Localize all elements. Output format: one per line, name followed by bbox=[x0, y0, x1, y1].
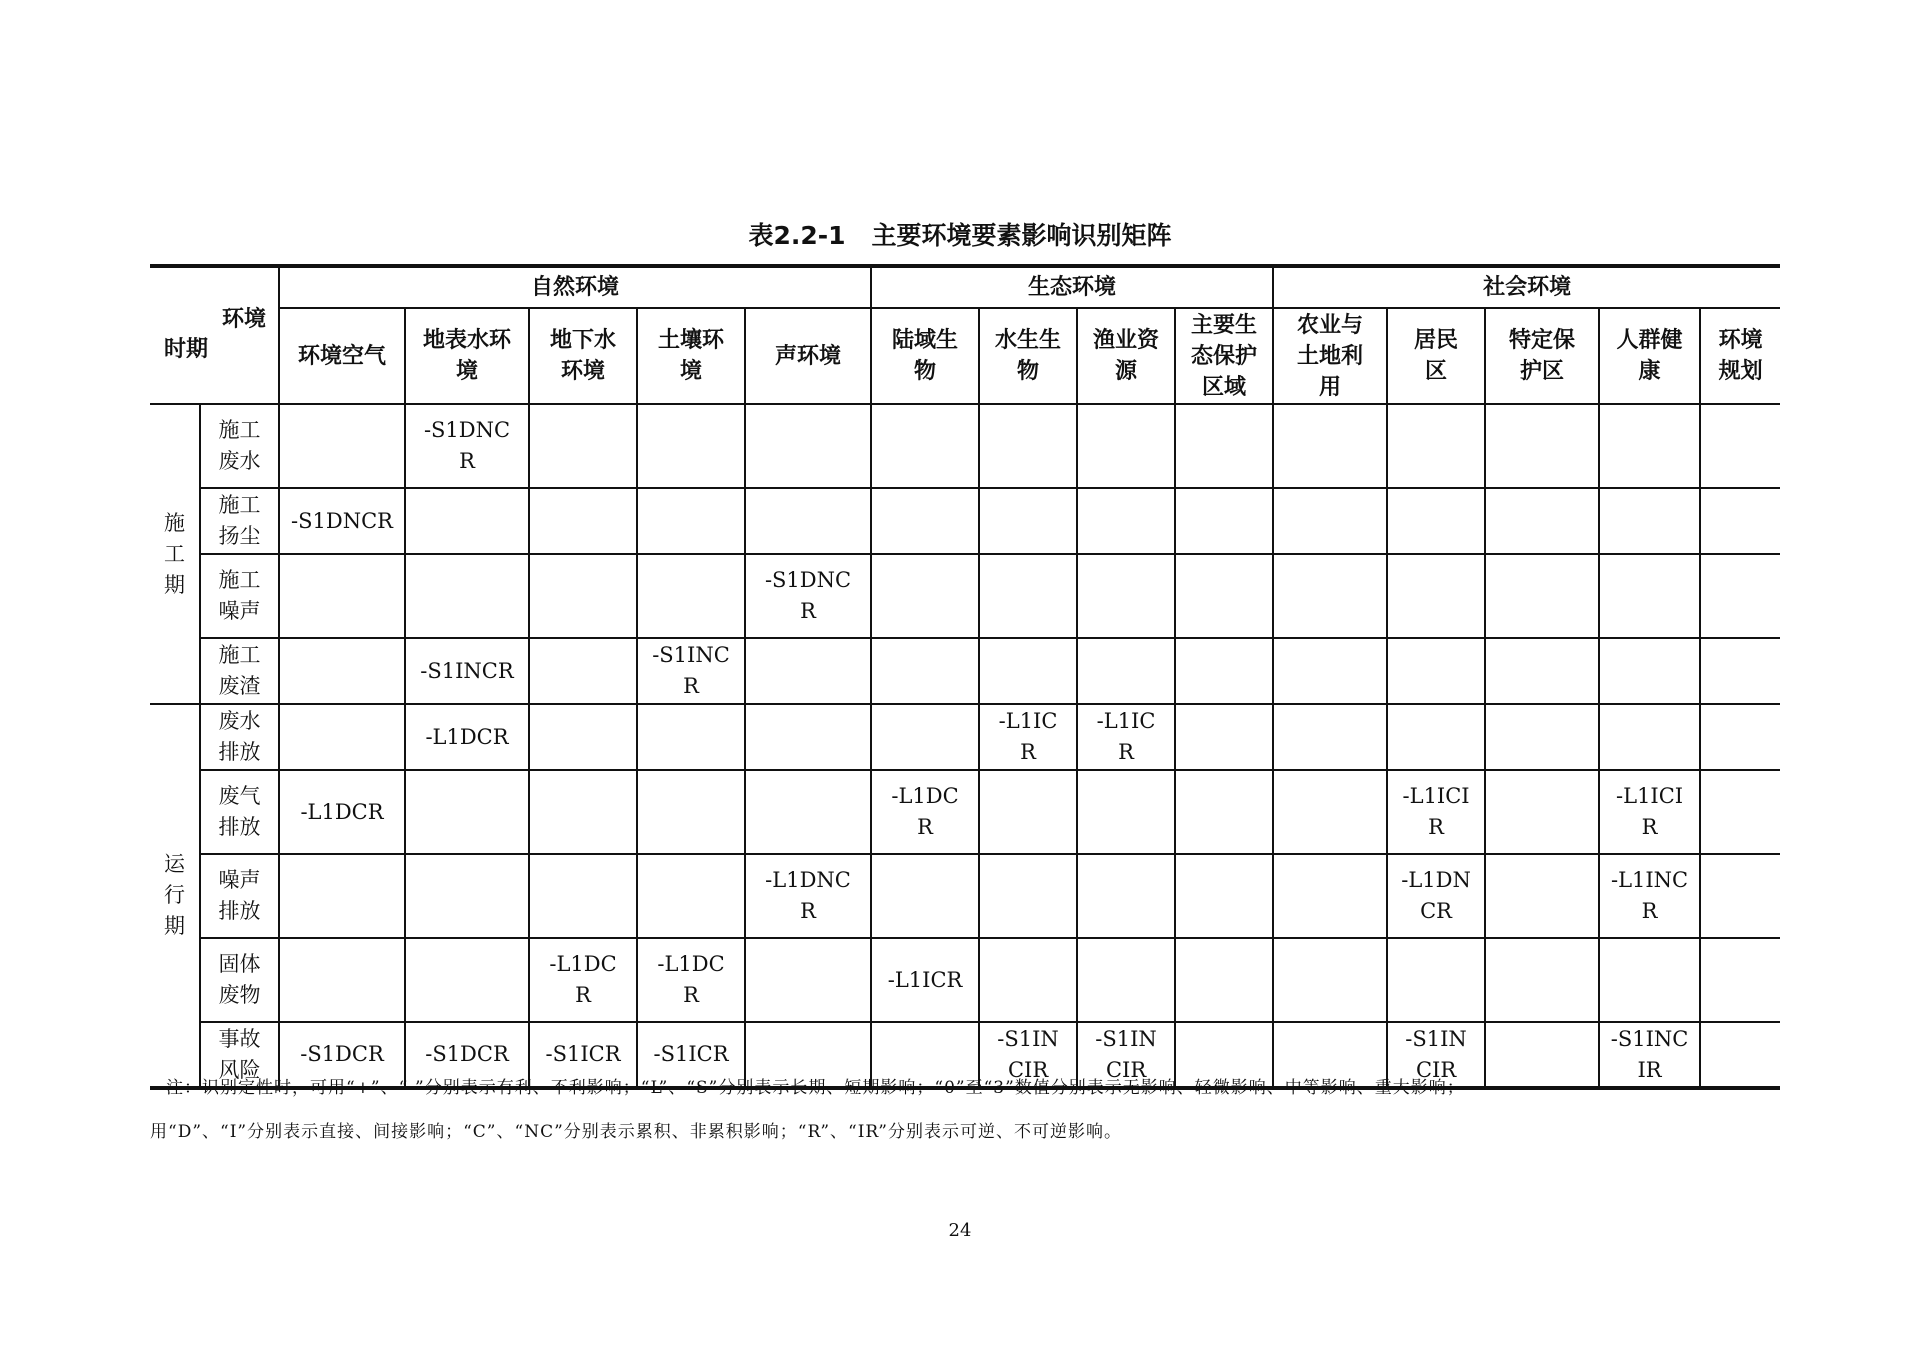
matrix-cell bbox=[529, 770, 637, 854]
column-header bbox=[405, 308, 529, 404]
text-line: R bbox=[800, 899, 816, 923]
text-line: 废渣 bbox=[218, 674, 261, 698]
matrix-cell bbox=[1599, 488, 1700, 554]
matrix-cell bbox=[1485, 488, 1599, 554]
column-header bbox=[1700, 308, 1780, 404]
text-line: 农业与 bbox=[1297, 312, 1364, 338]
matrix-cell bbox=[1700, 488, 1780, 554]
matrix-cell bbox=[1175, 938, 1273, 1022]
matrix-cell bbox=[1700, 938, 1780, 1022]
matrix-cell bbox=[1700, 770, 1780, 854]
matrix-cell bbox=[529, 554, 637, 638]
text-line: 废水 bbox=[218, 449, 261, 473]
matrix-cell bbox=[1273, 770, 1387, 854]
matrix-cell bbox=[279, 488, 405, 554]
text-line: 施工 bbox=[218, 418, 261, 442]
text-line: R bbox=[1118, 740, 1134, 764]
table-title bbox=[0, 216, 1920, 252]
text-line: R bbox=[1428, 815, 1444, 839]
matrix-cell bbox=[745, 488, 871, 554]
text-line: CR bbox=[1420, 899, 1452, 923]
text-line: 境 bbox=[679, 359, 702, 384]
text-line: 废水 bbox=[218, 709, 261, 733]
matrix-cell bbox=[637, 404, 745, 488]
matrix-cell bbox=[1077, 704, 1175, 770]
matrix-cell bbox=[1273, 488, 1387, 554]
matrix-cell bbox=[1599, 704, 1700, 770]
matrix-cell bbox=[529, 404, 637, 488]
text-line: -S1DCR bbox=[425, 1042, 509, 1066]
text-line: 排放 bbox=[218, 815, 261, 839]
text-line: -L1DNC bbox=[765, 868, 851, 892]
matrix-cell bbox=[979, 938, 1077, 1022]
column-header bbox=[871, 308, 979, 404]
matrix-cell bbox=[1599, 554, 1700, 638]
text-line: 施 bbox=[164, 510, 185, 535]
matrix-cell bbox=[1700, 854, 1780, 938]
column-header bbox=[1387, 308, 1485, 404]
text-line: R bbox=[683, 983, 699, 1007]
text-line: 声环境 bbox=[775, 343, 842, 369]
table-row bbox=[150, 554, 1780, 638]
matrix-cell bbox=[1077, 938, 1175, 1022]
matrix-cell bbox=[1077, 638, 1175, 704]
table-row bbox=[150, 404, 1780, 488]
text-line: -L1IC bbox=[998, 709, 1058, 733]
matrix-cell bbox=[745, 554, 871, 638]
matrix-cell bbox=[1273, 554, 1387, 638]
matrix-cell bbox=[871, 770, 979, 854]
column-header bbox=[1599, 308, 1700, 404]
matrix-cell bbox=[279, 938, 405, 1022]
text-line: -S1IN bbox=[1405, 1026, 1467, 1051]
matrix-cell bbox=[1175, 770, 1273, 854]
column-header bbox=[529, 308, 637, 404]
matrix-cell bbox=[1273, 938, 1387, 1022]
table-row bbox=[150, 488, 1780, 554]
text-line: 扬尘 bbox=[218, 524, 261, 548]
table-note bbox=[150, 1066, 1766, 1154]
matrix-cell bbox=[1485, 404, 1599, 488]
matrix-cell bbox=[1485, 938, 1599, 1022]
text-line: 陆域生 bbox=[892, 328, 959, 353]
matrix-cell bbox=[745, 704, 871, 770]
text-line: 工 bbox=[164, 541, 185, 566]
matrix-cell bbox=[637, 554, 745, 638]
impact-source-label bbox=[200, 638, 279, 704]
matrix-cell bbox=[405, 854, 529, 938]
matrix-cell bbox=[1700, 638, 1780, 704]
table-title-text: 主要环境要素影响识别矩阵 bbox=[871, 221, 1172, 250]
matrix-cell bbox=[1175, 638, 1273, 704]
text-line: -S1DNCR bbox=[291, 508, 393, 533]
matrix-cell bbox=[1175, 404, 1273, 488]
matrix-cell bbox=[637, 854, 745, 938]
matrix-cell bbox=[279, 704, 405, 770]
text-line: 渔业资 bbox=[1093, 328, 1160, 353]
matrix-cell bbox=[1273, 638, 1387, 704]
text-line: R bbox=[1641, 815, 1658, 839]
matrix-cell bbox=[1599, 404, 1700, 488]
text-line: 物 bbox=[1017, 359, 1040, 384]
text-line: 护区 bbox=[1520, 359, 1565, 384]
matrix-cell bbox=[1485, 704, 1599, 770]
text-line: 境 bbox=[455, 359, 478, 384]
matrix-cell bbox=[745, 854, 871, 938]
matrix-cell bbox=[1077, 554, 1175, 638]
matrix-cell bbox=[529, 854, 637, 938]
table-number: 表2.2-1 bbox=[748, 221, 846, 250]
text-line: -L1ICR bbox=[887, 967, 963, 992]
text-line: -L1DC bbox=[549, 952, 617, 976]
text-line: 区 bbox=[1425, 359, 1448, 384]
text-line: -S1IN bbox=[1095, 1026, 1157, 1051]
text-line: 物 bbox=[914, 359, 937, 384]
text-line: CIR bbox=[1105, 1057, 1147, 1082]
matrix-cell bbox=[745, 638, 871, 704]
text-line: -S1INC bbox=[1610, 1026, 1689, 1051]
text-line: IR bbox=[1637, 1057, 1662, 1082]
matrix-cell bbox=[1700, 404, 1780, 488]
text-line: -S1DNC bbox=[764, 568, 852, 592]
matrix-cell bbox=[979, 488, 1077, 554]
text-line: -S1INC bbox=[652, 643, 730, 667]
impact-source-label bbox=[200, 770, 279, 854]
column-header bbox=[279, 308, 405, 404]
matrix-cell bbox=[279, 638, 405, 704]
text-line: 噪声 bbox=[218, 868, 261, 892]
text-line: 施工 bbox=[218, 568, 261, 592]
text-line: -L1DCR bbox=[425, 724, 509, 749]
matrix-cell bbox=[1273, 854, 1387, 938]
table-row bbox=[150, 704, 1780, 770]
text-line: 事故 bbox=[218, 1026, 261, 1051]
matrix-cell bbox=[637, 638, 745, 704]
matrix-cell bbox=[1175, 854, 1273, 938]
matrix-cell bbox=[979, 554, 1077, 638]
column-header bbox=[745, 308, 871, 404]
matrix-cell bbox=[979, 638, 1077, 704]
text-line: -L1DC bbox=[657, 952, 725, 976]
text-line: 人群健 bbox=[1616, 328, 1683, 353]
matrix-cell bbox=[1485, 554, 1599, 638]
text-line: -S1IN bbox=[997, 1026, 1059, 1051]
text-line: R bbox=[575, 983, 591, 1007]
text-line: 态保护 bbox=[1191, 343, 1258, 369]
text-line: -L1ICI bbox=[1616, 784, 1684, 808]
note-line-1: 注：识别定性时，可用“+”、“-”分别表示有利、不利影响；“L”、“S”分别表示长期、短期影响；“0”至“3”数值分别表示无影响、轻微影响、中等影响、重大影响； bbox=[166, 1078, 1465, 1098]
matrix-cell bbox=[1175, 488, 1273, 554]
matrix-cell bbox=[529, 938, 637, 1022]
group-ecological-environment: 生态环境 bbox=[871, 266, 1273, 308]
impact-source-label bbox=[200, 554, 279, 638]
text-line: -S1DNC bbox=[423, 418, 511, 442]
column-header bbox=[1485, 308, 1599, 404]
text-line: R bbox=[459, 449, 475, 473]
matrix-cell bbox=[1599, 938, 1700, 1022]
matrix-cell bbox=[1077, 770, 1175, 854]
matrix-cell bbox=[529, 638, 637, 704]
matrix-cell bbox=[1273, 704, 1387, 770]
text-line: 施工 bbox=[218, 643, 261, 667]
column-header bbox=[637, 308, 745, 404]
text-line: -L1INC bbox=[1610, 868, 1689, 892]
text-line: 排放 bbox=[218, 740, 261, 764]
text-line: 风险 bbox=[218, 1057, 261, 1082]
matrix-cell bbox=[637, 488, 745, 554]
matrix-cell bbox=[405, 704, 529, 770]
text-line: -S1ICR bbox=[545, 1042, 621, 1066]
matrix-cell bbox=[1700, 554, 1780, 638]
matrix-cell bbox=[405, 770, 529, 854]
page-number: 24 bbox=[948, 1220, 972, 1241]
matrix-cell bbox=[637, 704, 745, 770]
matrix-cell bbox=[1387, 938, 1485, 1022]
column-header bbox=[1273, 308, 1387, 404]
table-row bbox=[150, 638, 1780, 704]
matrix-cell bbox=[979, 854, 1077, 938]
matrix-cell bbox=[405, 488, 529, 554]
text-line: 期 bbox=[164, 572, 185, 597]
text-line: -L1DCR bbox=[300, 799, 384, 824]
text-line: 固体 bbox=[218, 952, 261, 976]
text-line: R bbox=[683, 674, 699, 698]
matrix-cell bbox=[871, 938, 979, 1022]
matrix-cell bbox=[405, 554, 529, 638]
matrix-cell bbox=[1387, 770, 1485, 854]
text-line: 排放 bbox=[218, 899, 261, 923]
text-line: 源 bbox=[1115, 359, 1138, 384]
text-line: -S1DCR bbox=[300, 1042, 384, 1066]
matrix-cell bbox=[1077, 404, 1175, 488]
matrix-cell bbox=[1599, 770, 1700, 854]
matrix-cell bbox=[1599, 638, 1700, 704]
text-line: 土壤环 bbox=[657, 328, 724, 353]
matrix-cell bbox=[405, 938, 529, 1022]
period-label bbox=[150, 704, 200, 1088]
text-line: 土地利 bbox=[1297, 343, 1364, 369]
text-line: 水生生 bbox=[995, 328, 1062, 353]
matrix-cell bbox=[1485, 854, 1599, 938]
matrix-cell bbox=[405, 404, 529, 488]
matrix-cell bbox=[1175, 554, 1273, 638]
matrix-cell bbox=[871, 554, 979, 638]
matrix-cell bbox=[1387, 488, 1485, 554]
matrix-cell bbox=[871, 638, 979, 704]
column-header bbox=[979, 308, 1077, 404]
text-line: 期 bbox=[164, 914, 185, 938]
matrix-cell bbox=[1387, 554, 1485, 638]
text-line: CIR bbox=[1415, 1057, 1457, 1082]
corner-env-label: 环境 bbox=[221, 307, 266, 332]
matrix-cell bbox=[1387, 638, 1485, 704]
matrix-cell bbox=[637, 770, 745, 854]
text-line: 废物 bbox=[218, 983, 261, 1007]
text-line: 环境 bbox=[560, 359, 605, 384]
matrix-cell bbox=[979, 704, 1077, 770]
impact-matrix-table bbox=[150, 264, 1780, 1090]
matrix-cell bbox=[1273, 404, 1387, 488]
text-line: -L1IC bbox=[1096, 709, 1156, 733]
matrix-cell bbox=[279, 554, 405, 638]
matrix-cell bbox=[1077, 854, 1175, 938]
matrix-cell bbox=[529, 488, 637, 554]
text-line: -S1INCR bbox=[420, 658, 514, 683]
matrix-cell bbox=[871, 488, 979, 554]
text-line: 康 bbox=[1638, 359, 1661, 384]
text-line: CIR bbox=[1007, 1057, 1049, 1082]
text-line: -L1DC bbox=[891, 784, 959, 808]
text-line: R bbox=[1641, 899, 1658, 923]
text-line: 施工 bbox=[218, 493, 261, 517]
table-row bbox=[150, 854, 1780, 938]
matrix-cell bbox=[745, 938, 871, 1022]
matrix-cell bbox=[745, 404, 871, 488]
column-header bbox=[1077, 308, 1175, 404]
matrix-cell bbox=[871, 704, 979, 770]
matrix-cell bbox=[279, 854, 405, 938]
text-line: -S1ICR bbox=[653, 1042, 729, 1066]
group-natural-environment: 自然环境 bbox=[279, 266, 871, 308]
impact-source-label bbox=[200, 854, 279, 938]
text-line: R bbox=[800, 599, 816, 623]
impact-source-label bbox=[200, 938, 279, 1022]
matrix-cell bbox=[1485, 638, 1599, 704]
text-line: 环境 bbox=[1718, 328, 1763, 353]
column-header bbox=[1175, 308, 1273, 404]
period-label bbox=[150, 404, 200, 704]
text-line: 居民 bbox=[1414, 328, 1459, 353]
text-line: 主要生 bbox=[1191, 312, 1258, 338]
text-line: -L1DN bbox=[1401, 868, 1471, 892]
matrix-cell bbox=[529, 704, 637, 770]
matrix-cell bbox=[979, 404, 1077, 488]
text-line: 环境空气 bbox=[297, 343, 386, 369]
text-line: 用 bbox=[1319, 374, 1342, 400]
matrix-cell bbox=[1700, 704, 1780, 770]
table-row bbox=[150, 770, 1780, 854]
corner-header bbox=[150, 266, 279, 404]
text-line: 废气 bbox=[218, 784, 261, 808]
matrix-cell bbox=[871, 854, 979, 938]
table-row bbox=[150, 938, 1780, 1022]
text-line: 地下水 bbox=[549, 328, 616, 353]
matrix-cell bbox=[1077, 488, 1175, 554]
matrix-cell bbox=[1387, 854, 1485, 938]
impact-source-label bbox=[200, 488, 279, 554]
matrix-cell bbox=[1485, 770, 1599, 854]
text-line: 噪声 bbox=[218, 599, 261, 623]
text-line: 区域 bbox=[1202, 374, 1247, 400]
matrix-cell bbox=[871, 404, 979, 488]
matrix-cell bbox=[1175, 704, 1273, 770]
text-line: 规划 bbox=[1718, 359, 1763, 384]
text-line: R bbox=[917, 815, 933, 839]
text-line: R bbox=[1020, 740, 1036, 764]
impact-source-label bbox=[200, 704, 279, 770]
group-social-environment: 社会环境 bbox=[1273, 266, 1780, 308]
text-line: 运 bbox=[164, 852, 185, 876]
matrix-cell bbox=[405, 638, 529, 704]
text-line: 特定保 bbox=[1509, 328, 1576, 353]
note-line-2: 用“D”、“I”分别表示直接、间接影响；“C”、“NC”分别表示累积、非累积影响；“R”、“IR”分别表示可逆、不可逆影响。 bbox=[150, 1122, 1122, 1142]
matrix-cell bbox=[979, 770, 1077, 854]
text-line: -L1ICI bbox=[1402, 784, 1470, 808]
matrix-cell bbox=[279, 404, 405, 488]
matrix-cell bbox=[637, 938, 745, 1022]
matrix-cell bbox=[1387, 404, 1485, 488]
matrix-cell bbox=[279, 770, 405, 854]
matrix-cell bbox=[1599, 854, 1700, 938]
matrix-cell bbox=[745, 770, 871, 854]
text-line: 行 bbox=[164, 883, 185, 907]
corner-period-label: 时期 bbox=[164, 337, 209, 362]
text-line: 地表水环 bbox=[422, 328, 511, 353]
impact-source-label bbox=[200, 404, 279, 488]
matrix-cell bbox=[1387, 704, 1485, 770]
